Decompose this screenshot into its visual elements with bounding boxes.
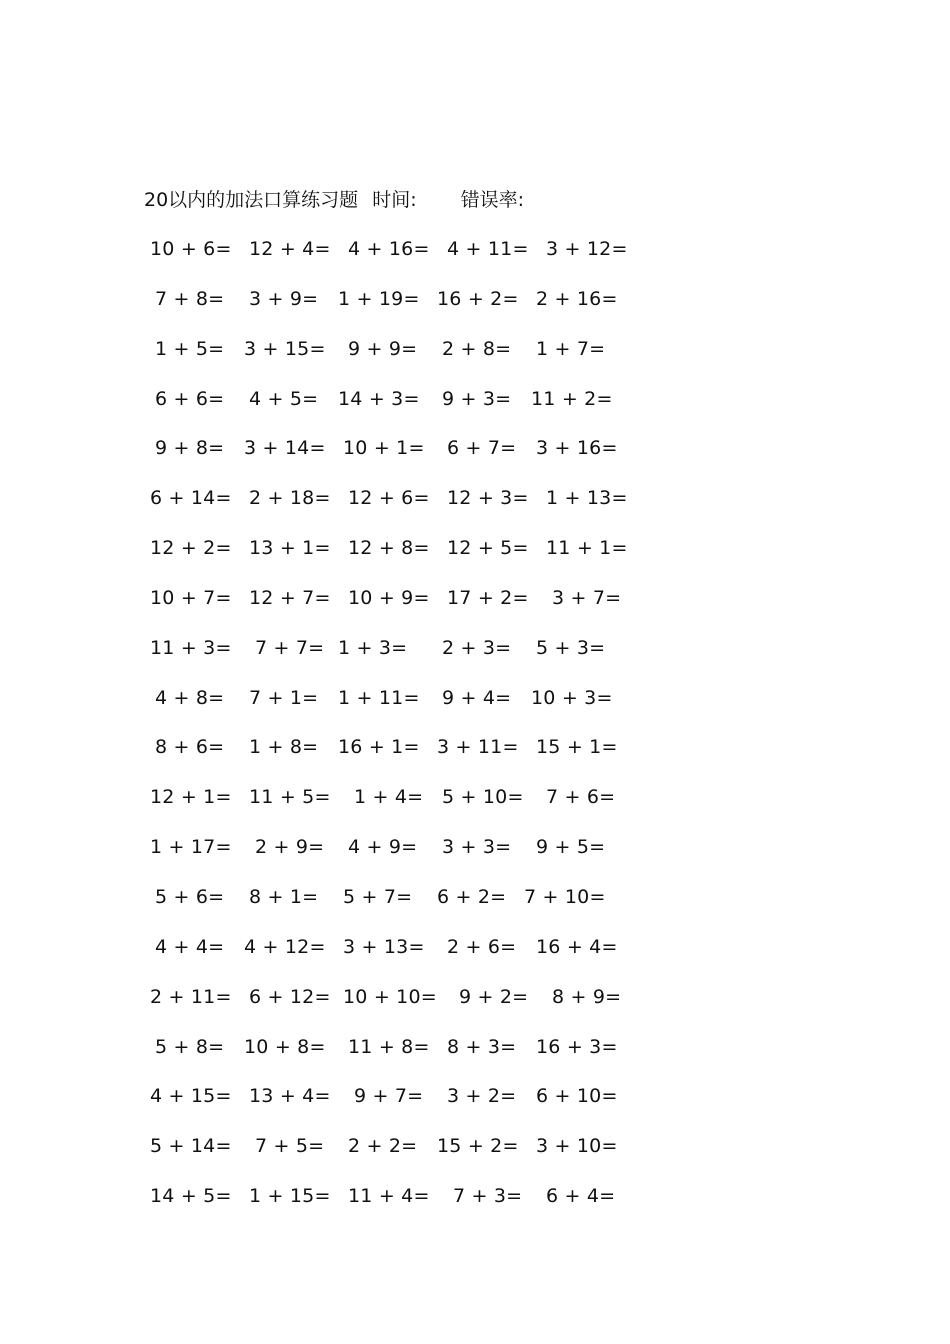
- addition-problem: 7 + 10=: [524, 885, 606, 908]
- addition-problem: 16 + 3=: [536, 1035, 618, 1058]
- addition-problem: 10 + 8=: [244, 1035, 326, 1058]
- addition-problem: 12 + 3=: [447, 487, 529, 510]
- problem-row: [150, 932, 620, 982]
- addition-problem: 7 + 8=: [155, 287, 225, 310]
- problem-row: [150, 633, 620, 683]
- addition-problem: 12 + 6=: [348, 487, 430, 510]
- problem-row: [150, 483, 628, 533]
- addition-problem: 8 + 6=: [155, 736, 225, 759]
- addition-problem: 2 + 16=: [536, 287, 618, 310]
- addition-problem: 10 + 6=: [150, 238, 232, 260]
- problem-row: [150, 732, 620, 782]
- addition-problem: 6 + 4=: [546, 1185, 616, 1208]
- worksheet-header: [144, 186, 524, 214]
- addition-problem: 9 + 3=: [442, 387, 512, 410]
- addition-problem: 14 + 5=: [150, 1185, 232, 1208]
- addition-problem: 1 + 13=: [546, 487, 628, 510]
- problem-row: [150, 334, 620, 384]
- addition-problem: 1 + 8=: [249, 736, 319, 759]
- addition-problem: 4 + 12=: [244, 935, 326, 958]
- addition-problem: 9 + 7=: [354, 1085, 424, 1108]
- addition-problem: 2 + 2=: [348, 1135, 418, 1158]
- addition-problem: 3 + 11=: [437, 736, 519, 759]
- addition-problem: 8 + 3=: [447, 1035, 517, 1058]
- addition-problem: 12 + 8=: [348, 537, 430, 560]
- addition-problem: 1 + 4=: [354, 786, 424, 809]
- addition-problem: 3 + 2=: [447, 1085, 517, 1108]
- addition-problem: 7 + 6=: [546, 786, 616, 809]
- addition-problem: 2 + 18=: [249, 487, 331, 510]
- addition-problem: 1 + 17=: [150, 836, 232, 859]
- problem-row: [150, 782, 620, 832]
- addition-problem: 17 + 2=: [447, 586, 529, 609]
- addition-problem: 4 + 16=: [348, 238, 430, 260]
- addition-problem: 6 + 2=: [437, 885, 507, 908]
- addition-problem: 7 + 1=: [249, 686, 319, 709]
- addition-problem: 4 + 5=: [249, 387, 319, 410]
- problem-row: [150, 1032, 620, 1082]
- addition-problem: 7 + 5=: [255, 1135, 325, 1158]
- addition-problem: 5 + 7=: [343, 885, 413, 908]
- problem-row: [150, 234, 628, 284]
- addition-problem: 2 + 11=: [150, 985, 232, 1008]
- addition-problem: 1 + 3=: [338, 636, 408, 659]
- addition-problem: 4 + 9=: [348, 836, 418, 859]
- addition-problem: 11 + 2=: [531, 387, 613, 410]
- problem-row: [150, 1081, 620, 1131]
- addition-problem: 5 + 6=: [155, 885, 225, 908]
- addition-problem: 12 + 1=: [150, 786, 232, 809]
- problem-row: [150, 882, 620, 932]
- addition-problem: 12 + 4=: [249, 238, 331, 260]
- addition-problem: 16 + 4=: [536, 935, 618, 958]
- addition-problem: 3 + 7=: [552, 586, 622, 609]
- addition-problem: 12 + 5=: [447, 537, 529, 560]
- addition-problem: 6 + 7=: [447, 437, 517, 460]
- addition-problem: 6 + 10=: [536, 1085, 618, 1108]
- addition-problem: 16 + 1=: [338, 736, 420, 759]
- addition-problem: 2 + 8=: [442, 337, 512, 360]
- problem-row: [150, 583, 620, 633]
- problem-row: [150, 832, 620, 882]
- addition-problem: 3 + 13=: [343, 935, 425, 958]
- addition-problem: 9 + 9=: [348, 337, 418, 360]
- addition-problem: 3 + 3=: [442, 836, 512, 859]
- addition-problem: 5 + 8=: [155, 1035, 225, 1058]
- addition-problem: 10 + 7=: [150, 586, 232, 609]
- time-label: 时间:: [372, 189, 417, 211]
- addition-problem: 10 + 10=: [343, 985, 437, 1008]
- addition-problem: 5 + 3=: [536, 636, 606, 659]
- addition-problem: 4 + 15=: [150, 1085, 232, 1108]
- addition-problem: 5 + 10=: [442, 786, 524, 809]
- problem-row: [150, 533, 628, 583]
- problem-row: [150, 384, 620, 434]
- addition-problem: 16 + 2=: [437, 287, 519, 310]
- addition-problem: 15 + 2=: [437, 1135, 519, 1158]
- addition-problem: 3 + 10=: [536, 1135, 618, 1158]
- addition-problem: 6 + 6=: [155, 387, 225, 410]
- addition-problem: 3 + 9=: [249, 287, 319, 310]
- addition-problem: 4 + 11=: [447, 238, 529, 260]
- addition-problem: 11 + 3=: [150, 636, 232, 659]
- addition-problem: 11 + 1=: [546, 537, 628, 560]
- addition-problem: 9 + 2=: [459, 985, 529, 1008]
- problem-row: [150, 284, 620, 334]
- addition-problem: 15 + 1=: [536, 736, 618, 759]
- problem-row: [150, 982, 620, 1032]
- addition-problem: 2 + 6=: [447, 935, 517, 958]
- addition-problem: 7 + 7=: [255, 636, 325, 659]
- addition-problem: 13 + 4=: [249, 1085, 331, 1108]
- addition-problem: 9 + 4=: [442, 686, 512, 709]
- addition-problem: 10 + 1=: [343, 437, 425, 460]
- addition-problem: 1 + 11=: [338, 686, 420, 709]
- addition-problem: 2 + 9=: [255, 836, 325, 859]
- addition-problem: 12 + 7=: [249, 586, 331, 609]
- addition-problem: 1 + 19=: [338, 287, 420, 310]
- addition-problem: 3 + 15=: [244, 337, 326, 360]
- addition-problem: 8 + 9=: [552, 985, 622, 1008]
- addition-problem: 4 + 8=: [155, 686, 225, 709]
- addition-problem: 1 + 5=: [155, 337, 225, 360]
- addition-problem: 9 + 5=: [536, 836, 606, 859]
- addition-problem: 5 + 14=: [150, 1135, 232, 1158]
- addition-problem: 3 + 14=: [244, 437, 326, 460]
- addition-problem: 14 + 3=: [338, 387, 420, 410]
- problem-row: [150, 433, 620, 483]
- addition-problem: 6 + 14=: [150, 487, 232, 510]
- addition-problem: 1 + 15=: [249, 1185, 331, 1208]
- addition-problem: 11 + 4=: [348, 1185, 430, 1208]
- addition-problem: 12 + 2=: [150, 537, 232, 560]
- addition-problem: 4 + 4=: [155, 935, 225, 958]
- addition-problem: 9 + 8=: [155, 437, 225, 460]
- addition-problem: 6 + 12=: [249, 985, 331, 1008]
- problem-row: [150, 1131, 620, 1181]
- addition-problem: 13 + 1=: [249, 537, 331, 560]
- addition-problem: 8 + 1=: [249, 885, 319, 908]
- addition-problem: 2 + 3=: [442, 636, 512, 659]
- addition-problem: 11 + 8=: [348, 1035, 430, 1058]
- addition-problem: 7 + 3=: [453, 1185, 523, 1208]
- addition-problem: 11 + 5=: [249, 786, 331, 809]
- addition-problem: 1 + 7=: [536, 337, 606, 360]
- addition-problem: 3 + 12=: [546, 238, 628, 260]
- addition-problem: 10 + 9=: [348, 586, 430, 609]
- problem-row: [150, 1181, 620, 1231]
- problem-row: [150, 683, 620, 733]
- error-rate-label: 错误率:: [460, 189, 524, 211]
- addition-problem: 10 + 3=: [531, 686, 613, 709]
- addition-problem: 3 + 16=: [536, 437, 618, 460]
- problem-grid: [150, 234, 628, 1231]
- worksheet-title: 20以内的加法口算练习题: [144, 189, 359, 211]
